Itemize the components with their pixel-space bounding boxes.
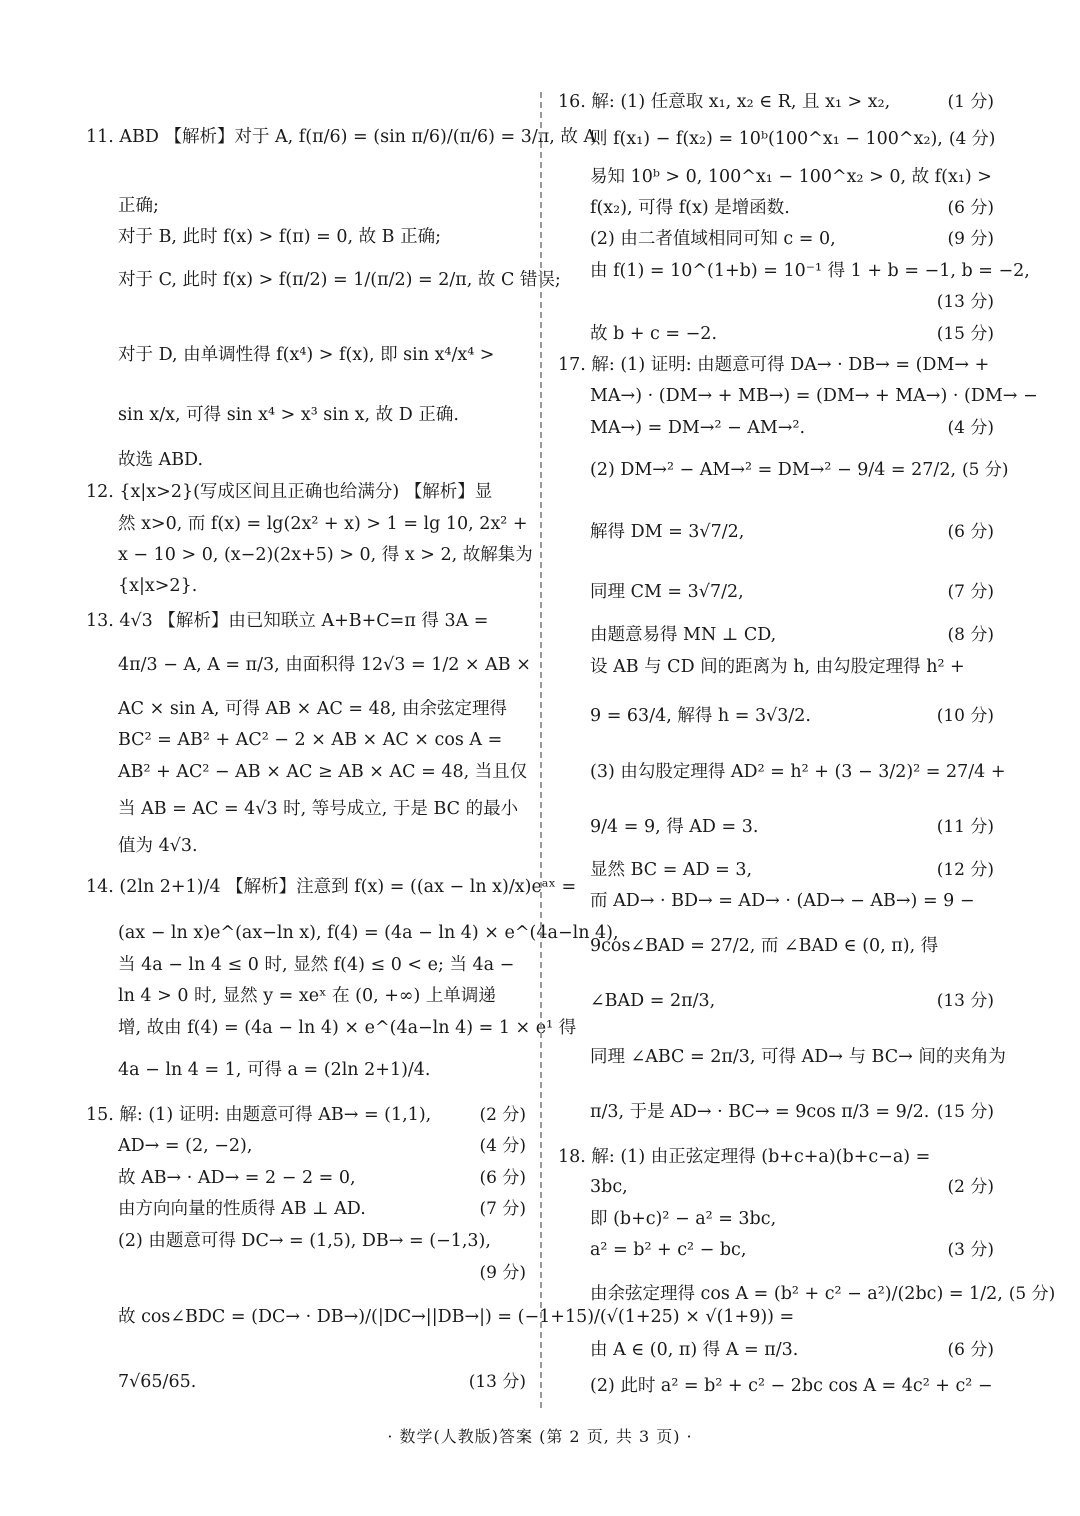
line-text: 由 f(1) = 10^(1+b) = 10⁻¹ 得 1 + b = −1, b = −2, [590, 261, 1030, 281]
right-line [558, 1142, 994, 1172]
right-line [558, 1172, 994, 1202]
line-text: 11. ABD 【解析】对于 A, f(π/6) = (sin π/6)/(π/6) = 3/π, 故 A [86, 127, 597, 147]
line-text: 设 AB 与 CD 间的距离为 h, 由勾股定理得 h² + [590, 657, 965, 677]
line-text: 解得 DM = 3√7/2, [590, 522, 745, 542]
score-mark: (6 分) [947, 198, 994, 218]
right-line [558, 455, 1009, 485]
left-line [86, 1055, 526, 1085]
right-line [558, 701, 994, 731]
left-line [86, 191, 526, 221]
line-text: 显然 BC = AD = 3, [590, 860, 753, 880]
left-line [86, 1367, 526, 1397]
line-text: 而 AD→ · BD→ = AD→ · (AD→ − AB→) = 9 − [590, 891, 975, 911]
right-line [558, 986, 994, 1016]
score-mark: (13 分) [468, 1372, 526, 1392]
score-mark: (15 分) [936, 324, 994, 344]
left-line [86, 509, 526, 539]
line-text: (ax − ln x)e^(ax−ln x), f(4) = (4a − ln 4) × e^(4a−ln 4), [118, 923, 619, 943]
line-text: AD→ = (2, −2), [118, 1136, 253, 1156]
right-line [558, 1371, 994, 1401]
line-text: AC × sin A, 可得 AB × AC = 48, 由余弦定理得 [118, 699, 508, 719]
line-text: (2) DM→² − AM→² = DM→² − 9/4 = 27/2, [590, 460, 957, 480]
right-line [558, 162, 994, 192]
left-line [86, 1258, 526, 1288]
line-text: 值为 4√3. [118, 836, 198, 856]
right-line [558, 381, 1038, 411]
score-mark: (10 分) [936, 706, 994, 726]
right-line [558, 855, 994, 885]
right-line [558, 812, 994, 842]
line-text: 故 b + c = −2. [590, 324, 718, 344]
left-line [86, 265, 561, 295]
line-text: 故选 ABD. [118, 450, 204, 470]
line-text: 9/4 = 9, 得 AD = 3. [590, 817, 759, 837]
score-mark: (4 分) [948, 129, 996, 149]
left-line [86, 571, 526, 601]
left-line [86, 540, 533, 570]
line-text: AB² + AC² − AB × AC ≥ AB × AC = 48, 当且仅 [118, 762, 528, 782]
score-mark: (2 分) [479, 1105, 526, 1125]
right-line [558, 620, 994, 650]
line-text: (2) 由题意可得 DC→ = (1,5), DB→ = (−1,3), [118, 1231, 491, 1251]
score-mark: (8 分) [947, 625, 994, 645]
line-text: (3) 由勾股定理得 AD² = h² + (3 − 3/2)² = 27/4 + [590, 762, 1006, 782]
line-text: a² = b² + c² − bc, [590, 1240, 747, 1260]
column-divider [540, 92, 542, 1408]
line-text: 对于 D, 由单调性得 f(x⁴) > f(x), 即 sin x⁴/x⁴ > [118, 345, 495, 365]
line-text: 由余弦定理得 cos A = (b² + c² − a²)/(2bc) = 1/2, [590, 1284, 1003, 1304]
line-text: 然 x>0, 而 f(x) = lg(2x² + x) > 1 = lg 10, 2x² + [118, 514, 528, 534]
line-text: 故 cos∠BDC = (DC→ · DB→)/(|DC→||DB→|) = (−1+15)/(√(1+25) × √(1+9)) = [118, 1307, 795, 1327]
line-text: (2) 由二者值域相同可知 c = 0, [590, 229, 836, 249]
left-line [86, 757, 526, 787]
line-text: 3bc, [590, 1177, 628, 1197]
line-text: 由 A ∈ (0, π) 得 A = π/3. [590, 1340, 799, 1360]
right-line [558, 577, 994, 607]
score-mark: (5 分) [1008, 1284, 1056, 1304]
right-line [558, 413, 994, 443]
score-mark: (2 分) [947, 1177, 994, 1197]
line-text: 9cos∠BAD = 27/2, 而 ∠BAD ∈ (0, π), 得 [590, 936, 939, 956]
line-text: 正确; [118, 196, 159, 216]
score-mark: (6 分) [479, 1168, 526, 1188]
line-text: ∠BAD = 2π/3, [590, 991, 716, 1011]
left-line [86, 694, 526, 724]
line-text: (2) 此时 a² = b² + c² − 2bc cos A = 4c² + c² − [590, 1376, 993, 1396]
line-text: 故 AB→ · AD→ = 2 − 2 = 0, [118, 1168, 356, 1188]
left-line [86, 1163, 526, 1193]
line-text: MA→) · (DM→ + MB→) = (DM→ + MA→) · (DM→ − [590, 386, 1038, 406]
line-text: sin x/x, 可得 sin x⁴ > x³ sin x, 故 D 正确. [118, 405, 459, 425]
right-line [558, 224, 994, 254]
left-line [86, 950, 526, 980]
line-text: π/3, 于是 AD→ · BC→ = 9cos π/3 = 9/2. [590, 1102, 930, 1122]
right-line [558, 1097, 994, 1127]
line-text: 17. 解: (1) 证明: 由题意可得 DA→ · DB→ = (DM→ + [558, 355, 990, 375]
line-text: 4a − ln 4 = 1, 可得 a = (2ln 2+1)/4. [118, 1060, 431, 1080]
left-line [86, 445, 526, 475]
right-line [558, 256, 1030, 286]
right-line [558, 931, 994, 961]
right-line [558, 319, 994, 349]
left-line [86, 1302, 795, 1332]
line-text: 当 4a − ln 4 ≤ 0 时, 显然 f(4) ≤ 0 < e; 当 4a − [118, 955, 515, 975]
line-text: 12. {x|x>2}(写成区间且正确也给满分) 【解析】显 [86, 482, 493, 502]
score-mark: (4 分) [479, 1136, 526, 1156]
left-line [86, 725, 526, 755]
score-mark: (1 分) [947, 92, 994, 112]
left-line [86, 872, 577, 902]
right-line [558, 1335, 994, 1365]
score-mark: (6 分) [947, 522, 994, 542]
line-text: 易知 10ᵇ > 0, 100^x₁ − 100^x₂ > 0, 故 f(x₁) > [590, 167, 992, 187]
score-mark: (9 分) [947, 229, 994, 249]
score-mark: (15 分) [936, 1102, 994, 1122]
score-mark: (3 分) [947, 1240, 994, 1260]
line-text: f(x₂), 可得 f(x) 是增函数. [590, 198, 790, 218]
line-text: 同理 ∠ABC = 2π/3, 可得 AD→ 与 BC→ 间的夹角为 [590, 1047, 1006, 1067]
right-line [558, 124, 994, 154]
line-text: ln 4 > 0 时, 显然 y = xeˣ 在 (0, +∞) 上单调递 [118, 986, 496, 1006]
line-text: 则 f(x₁) − f(x₂) = 10ᵇ(100^x₁ − 100^x₂), [590, 129, 943, 149]
line-text: 由题意易得 MN ⊥ CD, [590, 625, 777, 645]
left-line [86, 981, 526, 1011]
left-line [86, 1131, 526, 1161]
score-mark: (5 分) [962, 460, 1009, 480]
left-line [86, 1100, 526, 1130]
left-line [86, 1194, 526, 1224]
line-text: 同理 CM = 3√7/2, [590, 582, 744, 602]
right-line [558, 287, 994, 317]
left-line [86, 650, 531, 680]
right-line [558, 1204, 994, 1234]
score-mark: (13 分) [936, 991, 994, 1011]
right-line [558, 350, 994, 380]
left-line [86, 340, 526, 370]
line-text: 18. 解: (1) 由正弦定理得 (b+c+a)(b+c−a) = [558, 1147, 931, 1167]
score-mark: (13 分) [936, 292, 994, 312]
score-mark: (11 分) [936, 817, 994, 837]
line-text: 14. (2ln 2+1)/4 【解析】注意到 f(x) = ((ax − ln x)/x)eᵃˣ = [86, 877, 577, 897]
right-line [558, 1042, 1006, 1072]
left-line [86, 606, 526, 636]
line-text: 即 (b+c)² − a² = 3bc, [590, 1209, 777, 1229]
right-line [558, 87, 994, 117]
score-mark: (9 分) [479, 1263, 526, 1283]
right-line [558, 193, 994, 223]
right-line [558, 886, 994, 916]
line-text: 4π/3 − A, A = π/3, 由面积得 12√3 = 1/2 × AB × [118, 655, 531, 675]
page-footer: · 数学(人教版)答案 (第 2 页, 共 3 页) · [387, 1427, 693, 1446]
left-line [86, 122, 597, 152]
line-text: 对于 C, 此时 f(x) > f(π/2) = 1/(π/2) = 2/π, 故 C 错误; [118, 270, 561, 290]
left-line [86, 831, 526, 861]
line-text: 9 = 63/4, 解得 h = 3√3/2. [590, 706, 811, 726]
score-mark: (6 分) [947, 1340, 994, 1360]
line-text: 15. 解: (1) 证明: 由题意可得 AB→ = (1,1), [86, 1105, 432, 1125]
line-text: 对于 B, 此时 f(x) > f(π) = 0, 故 B 正确; [118, 227, 441, 247]
right-line [558, 652, 994, 682]
left-line [86, 222, 526, 252]
line-text: 由方向向量的性质得 AB ⊥ AD. [118, 1199, 366, 1219]
line-text: 当 AB = AC = 4√3 时, 等号成立, 于是 BC 的最小 [118, 799, 519, 819]
line-text: 增, 故由 f(4) = (4a − ln 4) × e^(4a−ln 4) = 1 × e¹ 得 [118, 1018, 577, 1038]
line-text: 13. 4√3 【解析】由已知联立 A+B+C=π 得 3A = [86, 611, 489, 631]
score-mark: (4 分) [947, 418, 994, 438]
left-line [86, 794, 526, 824]
line-text: x − 10 > 0, (x−2)(2x+5) > 0, 得 x > 2, 故解集为 [118, 545, 533, 565]
line-text: {x|x>2}. [118, 576, 198, 596]
line-text: 7√65/65. [118, 1372, 197, 1392]
score-mark: (7 分) [947, 582, 994, 602]
left-line [86, 1013, 577, 1043]
right-line [558, 1279, 1056, 1309]
score-mark: (12 分) [936, 860, 994, 880]
line-text: MA→) = DM→² − AM→². [590, 418, 806, 438]
line-text: BC² = AB² + AC² − 2 × AB × AC × cos A = [118, 730, 503, 750]
score-mark: (7 分) [479, 1199, 526, 1219]
right-line [558, 517, 994, 547]
right-line [558, 1235, 994, 1265]
left-line [86, 1226, 526, 1256]
left-line [86, 400, 526, 430]
right-line [558, 757, 1006, 787]
left-line [86, 477, 526, 507]
left-line [86, 918, 619, 948]
line-text: 16. 解: (1) 任意取 x₁, x₂ ∈ R, 且 x₁ > x₂, [558, 92, 891, 112]
